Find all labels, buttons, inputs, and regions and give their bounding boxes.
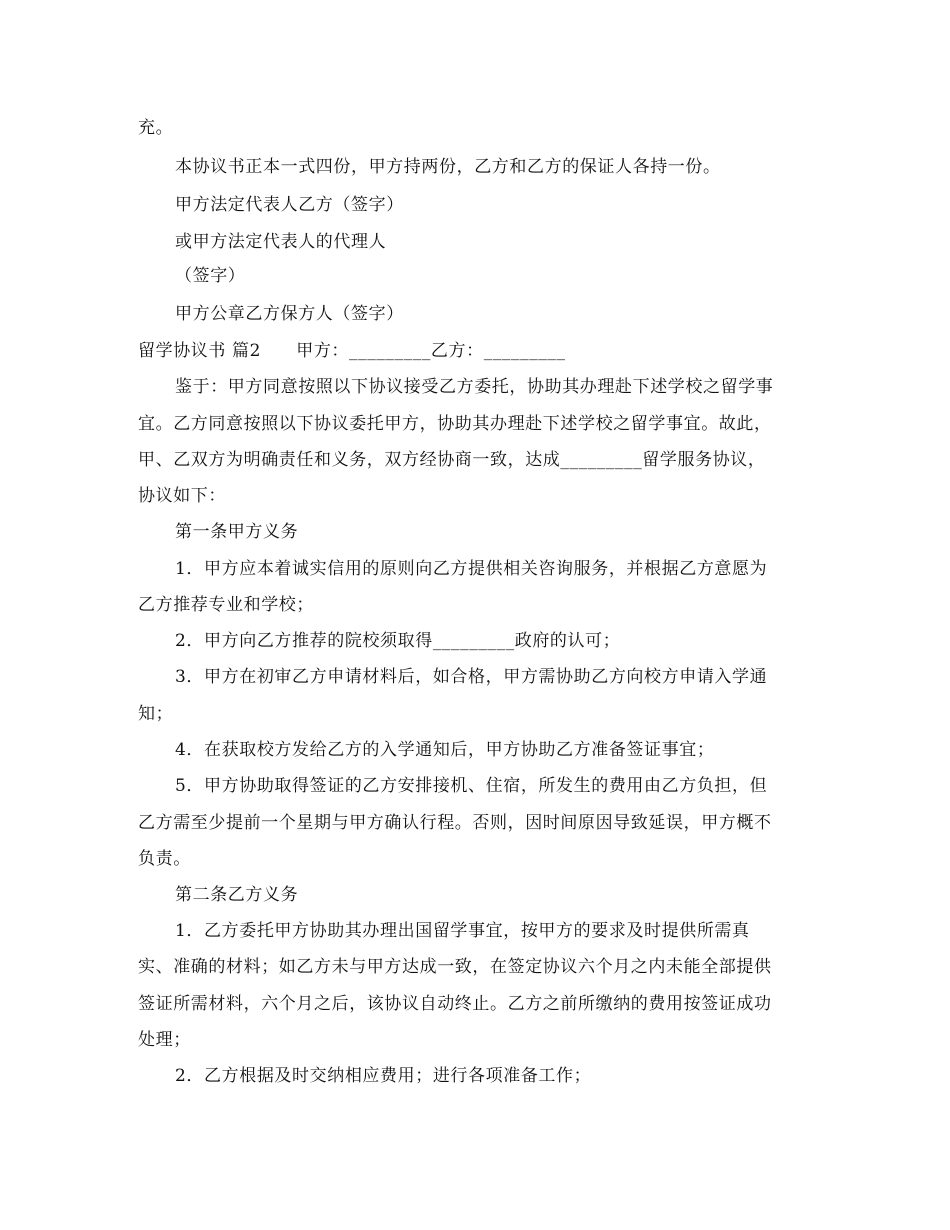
text-line: 本协议书正本一式四份，甲方持两份，乙方和乙方的保证人各持一份。 <box>175 157 721 177</box>
text-line: 1．甲方应本着诚实信用的原则向乙方提供相关咨询服务，并根据乙方意愿为 <box>175 559 768 579</box>
text-line: 签证所需材料，六个月之后，该协议自动终止。乙方之前所缴纳的费用按签证成功 <box>138 994 772 1014</box>
text-line: 1．乙方委托甲方协助其办理出国留学事宜，按甲方的要求及时提供所需真 <box>175 921 750 941</box>
text-line: 留学协议书 篇2 甲方：_________乙方：_________ <box>138 341 566 361</box>
text-line: 第二条乙方义务 <box>175 885 299 905</box>
text-line: （签字） <box>175 266 246 286</box>
text-line: 宜。乙方同意按照以下协议委托甲方，协助其办理赴下述学校之留学事宜。故此， <box>138 414 772 434</box>
text-line: 5．甲方协助取得签证的乙方安排接机、住宿，所发生的费用由乙方负担，但 <box>175 776 768 796</box>
text-line: 鉴于：甲方同意按照以下协议接受乙方委托，协助其办理赴下述学校之留学事 <box>175 377 774 397</box>
text-line: 协议如下： <box>138 486 226 506</box>
text-line: 知； <box>138 704 174 724</box>
text-line: 3．甲方在初审乙方申请材料后，如合格，甲方需协助乙方向校方申请入学通 <box>175 667 768 687</box>
text-line: 处理； <box>138 1030 191 1050</box>
text-line: 甲方公章乙方保方人（签字） <box>175 304 404 324</box>
text-line: 甲方法定代表人乙方（签字） <box>175 195 404 215</box>
text-line: 第一条甲方义务 <box>175 522 299 542</box>
text-line: 乙方推荐专业和学校； <box>138 595 314 615</box>
text-line: 负责。 <box>138 849 191 869</box>
text-line: 或甲方法定代表人的代理人 <box>175 232 387 252</box>
text-line: 4．在获取校方发给乙方的入学通知后，甲方协助乙方准备签证事宜； <box>175 740 715 760</box>
text-line: 甲、乙双方为明确责任和义务，双方经协商一致，达成_________留学服务协议， <box>138 450 766 470</box>
text-line: 充。 <box>138 118 174 138</box>
text-line: 乙方需至少提前一个星期与甲方确认行程。否则，因时间原因导致延误，甲方概不 <box>138 813 772 833</box>
text-line: 2．甲方向乙方推荐的院校须取得_________政府的认可； <box>175 631 621 651</box>
text-line: 2．乙方根据及时交纳相应费用；进行各项准备工作； <box>175 1066 592 1086</box>
text-line: 实、准确的材料；如乙方未与甲方达成一致，在签定协议六个月之内未能全部提供 <box>138 957 772 977</box>
